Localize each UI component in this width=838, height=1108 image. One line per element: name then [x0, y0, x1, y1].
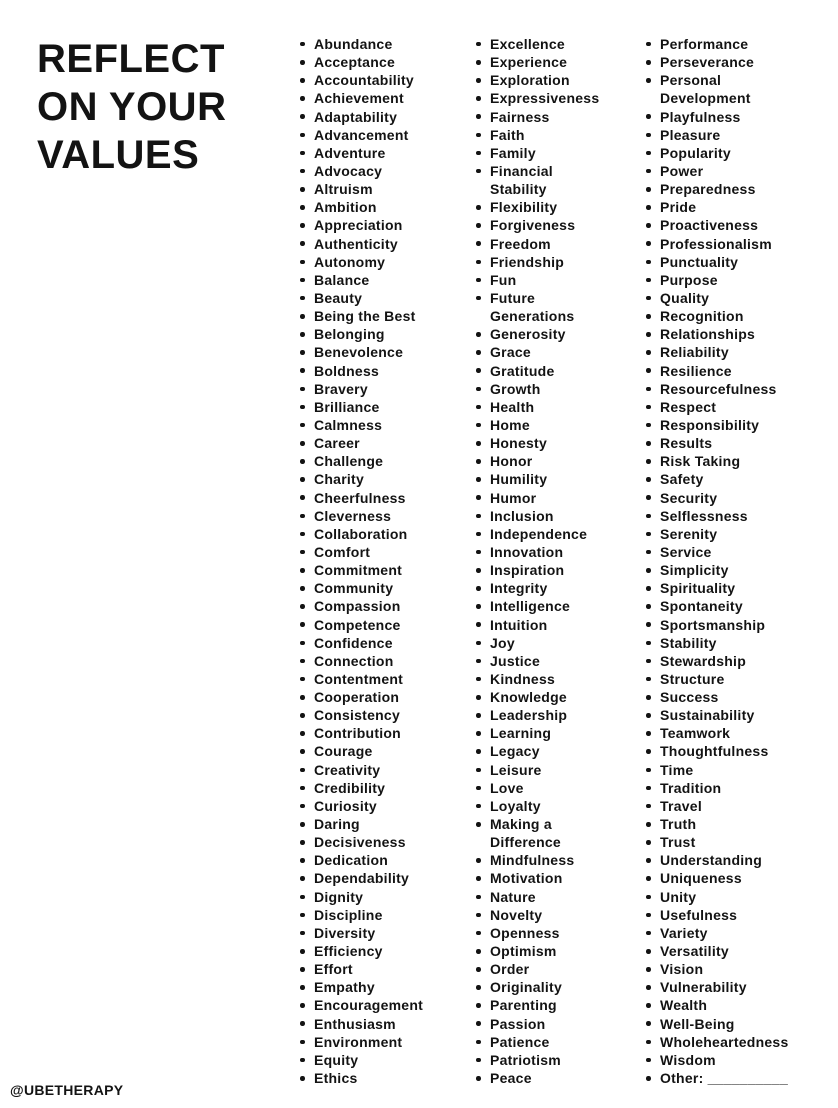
value-list-item: Dedication — [299, 851, 469, 869]
value-list-item: Well-Being — [645, 1015, 838, 1033]
value-list-item: Resilience — [645, 362, 838, 380]
value-list-item: Discipline — [299, 906, 469, 924]
value-list-item: Relationships — [645, 325, 838, 343]
value-list-item: Enthusiasm — [299, 1015, 469, 1033]
value-list-item: Quality — [645, 289, 838, 307]
value-list-item: Vulnerability — [645, 978, 838, 996]
value-list-item: Bravery — [299, 380, 469, 398]
value-list-item: Courage — [299, 742, 469, 760]
value-list-item: Thoughtfulness — [645, 742, 838, 760]
value-list-item: Kindness — [475, 670, 645, 688]
value-list-item: Pleasure — [645, 126, 838, 144]
title-line-2: ON YOUR — [37, 85, 227, 129]
value-list-item: Freedom — [475, 235, 645, 253]
value-list-item: Consistency — [299, 706, 469, 724]
value-list-item: Ambition — [299, 198, 469, 216]
value-list-item: Fairness — [475, 108, 645, 126]
value-list-item: Expressiveness — [475, 89, 645, 107]
value-list-item: Community — [299, 579, 469, 597]
value-list-item: Excellence — [475, 35, 645, 53]
value-list-item: Vision — [645, 960, 838, 978]
value-list-item: Stability — [645, 634, 838, 652]
value-list-item: Originality — [475, 978, 645, 996]
value-list-item: Compassion — [299, 597, 469, 615]
value-list-item: Travel — [645, 797, 838, 815]
value-list-item: Forgiveness — [475, 216, 645, 234]
value-list-item: Pride — [645, 198, 838, 216]
value-list-item: Equity — [299, 1051, 469, 1069]
value-list-item: Teamwork — [645, 724, 838, 742]
value-list-item: Benevolence — [299, 343, 469, 361]
value-list-item: Authenticity — [299, 235, 469, 253]
value-list-item: Wealth — [645, 996, 838, 1014]
value-list-item: Friendship — [475, 253, 645, 271]
value-list-item: Sustainability — [645, 706, 838, 724]
value-list-item: Loyalty — [475, 797, 645, 815]
title-line-3: VALUES — [37, 133, 200, 177]
value-list-item: Understanding — [645, 851, 838, 869]
value-list-item: Advocacy — [299, 162, 469, 180]
value-list-item: Gratitude — [475, 362, 645, 380]
value-list-item: Peace — [475, 1069, 645, 1087]
value-list-item: Simplicity — [645, 561, 838, 579]
value-list-item: Reliability — [645, 343, 838, 361]
value-list-item: Selflessness — [645, 507, 838, 525]
value-list-item: Leadership — [475, 706, 645, 724]
value-list-item: Cheerfulness — [299, 489, 469, 507]
value-list-item: Comfort — [299, 543, 469, 561]
value-list-item: Resourcefulness — [645, 380, 838, 398]
value-list-item: Punctuality — [645, 253, 838, 271]
value-list-item: Usefulness — [645, 906, 838, 924]
value-list-item: Generosity — [475, 325, 645, 343]
value-list-item: Calmness — [299, 416, 469, 434]
page-title — [37, 35, 226, 179]
value-list-item: Patience — [475, 1033, 645, 1051]
value-list-item: Versatility — [645, 942, 838, 960]
value-list-item: Leisure — [475, 761, 645, 779]
value-list-item: Recognition — [645, 307, 838, 325]
value-list-item: Spirituality — [645, 579, 838, 597]
value-list-item: Creativity — [299, 761, 469, 779]
value-list-item: Cleverness — [299, 507, 469, 525]
value-list-item: Purpose — [645, 271, 838, 289]
values-column-c — [645, 35, 838, 1087]
value-list-item: Knowledge — [475, 688, 645, 706]
value-list-item: Honor — [475, 452, 645, 470]
value-list-item: Empathy — [299, 978, 469, 996]
value-list-item: Nature — [475, 888, 645, 906]
value-list-item: Spontaneity — [645, 597, 838, 615]
value-list-item: Decisiveness — [299, 833, 469, 851]
value-list-item: Responsibility — [645, 416, 838, 434]
value-list-item: Faith — [475, 126, 645, 144]
value-list-item: Professionalism — [645, 235, 838, 253]
value-list-item: Humor — [475, 489, 645, 507]
value-list-item: Daring — [299, 815, 469, 833]
value-list-item: Patriotism — [475, 1051, 645, 1069]
value-list-item: Service — [645, 543, 838, 561]
value-list-item: Belonging — [299, 325, 469, 343]
value-list-item: Experience — [475, 53, 645, 71]
value-list-item: Adventure — [299, 144, 469, 162]
value-list-item: Ethics — [299, 1069, 469, 1087]
value-list-item: Environment — [299, 1033, 469, 1051]
value-list-item: Autonomy — [299, 253, 469, 271]
value-list-item: Dependability — [299, 869, 469, 887]
value-list-item: Contentment — [299, 670, 469, 688]
value-list-item: Inspiration — [475, 561, 645, 579]
value-list-item: Competence — [299, 616, 469, 634]
value-list-item: Structure — [645, 670, 838, 688]
value-list-item: Respect — [645, 398, 838, 416]
value-list-item: Intelligence — [475, 597, 645, 615]
value-list-item: Humility — [475, 470, 645, 488]
value-list-item: Connection — [299, 652, 469, 670]
value-list-item: Beauty — [299, 289, 469, 307]
value-list-item: Serenity — [645, 525, 838, 543]
value-list-item: Adaptability — [299, 108, 469, 126]
value-list-item: Making a Difference — [475, 815, 645, 851]
value-list-item: Contribution — [299, 724, 469, 742]
value-list-item: Cooperation — [299, 688, 469, 706]
value-list-item: Growth — [475, 380, 645, 398]
value-list-item: Popularity — [645, 144, 838, 162]
value-list-item: Power — [645, 162, 838, 180]
value-list-item: Encouragement — [299, 996, 469, 1014]
value-list-item: Love — [475, 779, 645, 797]
value-list-item: Wholeheartedness — [645, 1033, 838, 1051]
value-list-item: Parenting — [475, 996, 645, 1014]
value-list-item: Justice — [475, 652, 645, 670]
value-list-item: Learning — [475, 724, 645, 742]
value-list-item: Passion — [475, 1015, 645, 1033]
value-list-item: Unity — [645, 888, 838, 906]
value-list-item: Performance — [645, 35, 838, 53]
value-list-item: Openness — [475, 924, 645, 942]
value-list-item: Being the Best — [299, 307, 469, 325]
value-list-item: Family — [475, 144, 645, 162]
value-list-item: Order — [475, 960, 645, 978]
value-list-item: Collaboration — [299, 525, 469, 543]
value-list-item: Flexibility — [475, 198, 645, 216]
value-list-item: Commitment — [299, 561, 469, 579]
value-list-item: Trust — [645, 833, 838, 851]
value-list-item: Success — [645, 688, 838, 706]
value-list-item: Health — [475, 398, 645, 416]
value-list-item: Effort — [299, 960, 469, 978]
value-list-item: Challenge — [299, 452, 469, 470]
value-list-item: Appreciation — [299, 216, 469, 234]
value-list-item: Playfulness — [645, 108, 838, 126]
value-list-item: Dignity — [299, 888, 469, 906]
value-list-item: Diversity — [299, 924, 469, 942]
value-list-item: Sportsmanship — [645, 616, 838, 634]
value-list-item: Safety — [645, 470, 838, 488]
value-list-item: Achievement — [299, 89, 469, 107]
value-list-item: Brilliance — [299, 398, 469, 416]
value-list-item: Efficiency — [299, 942, 469, 960]
value-list-item: Grace — [475, 343, 645, 361]
value-list-item: Proactiveness — [645, 216, 838, 234]
value-list-item: Stewardship — [645, 652, 838, 670]
value-list-item: Future Generations — [475, 289, 645, 325]
footer-social-handle: @UBETHERAPY — [10, 1082, 124, 1098]
value-list-item: Novelty — [475, 906, 645, 924]
value-list-item: Acceptance — [299, 53, 469, 71]
value-list-item: Home — [475, 416, 645, 434]
value-list-item: Integrity — [475, 579, 645, 597]
value-list-item: Fun — [475, 271, 645, 289]
value-list-item: Curiosity — [299, 797, 469, 815]
value-list-item: Risk Taking — [645, 452, 838, 470]
value-list-item: Wisdom — [645, 1051, 838, 1069]
value-list-item: Altruism — [299, 180, 469, 198]
value-list-item: Independence — [475, 525, 645, 543]
value-list-item: Balance — [299, 271, 469, 289]
values-column-b — [475, 35, 645, 1087]
value-list-item: Charity — [299, 470, 469, 488]
value-list-item: Intuition — [475, 616, 645, 634]
value-list-item: Tradition — [645, 779, 838, 797]
title-line-1: REFLECT — [37, 37, 225, 81]
value-list-item: Inclusion — [475, 507, 645, 525]
value-list-item: Confidence — [299, 634, 469, 652]
value-list-item: Variety — [645, 924, 838, 942]
value-list-item: Security — [645, 489, 838, 507]
value-list-item: Boldness — [299, 362, 469, 380]
value-list-item: Other: __________ — [645, 1069, 838, 1087]
values-column-a — [299, 35, 469, 1087]
value-list-item: Abundance — [299, 35, 469, 53]
value-list-item: Advancement — [299, 126, 469, 144]
value-list-item: Career — [299, 434, 469, 452]
value-list-item: Preparedness — [645, 180, 838, 198]
value-list-item: Financial Stability — [475, 162, 645, 198]
value-list-item: Motivation — [475, 869, 645, 887]
value-list-item: Legacy — [475, 742, 645, 760]
value-list-item: Innovation — [475, 543, 645, 561]
value-list-item: Credibility — [299, 779, 469, 797]
value-list-item: Accountability — [299, 71, 469, 89]
value-list-item: Exploration — [475, 71, 645, 89]
value-list-item: Truth — [645, 815, 838, 833]
value-list-item: Optimism — [475, 942, 645, 960]
value-list-item: Joy — [475, 634, 645, 652]
value-list-item: Personal Development — [645, 71, 838, 107]
value-list-item: Perseverance — [645, 53, 838, 71]
value-list-item: Mindfulness — [475, 851, 645, 869]
value-list-item: Honesty — [475, 434, 645, 452]
value-list-item: Uniqueness — [645, 869, 838, 887]
value-list-item: Time — [645, 761, 838, 779]
value-list-item: Results — [645, 434, 838, 452]
